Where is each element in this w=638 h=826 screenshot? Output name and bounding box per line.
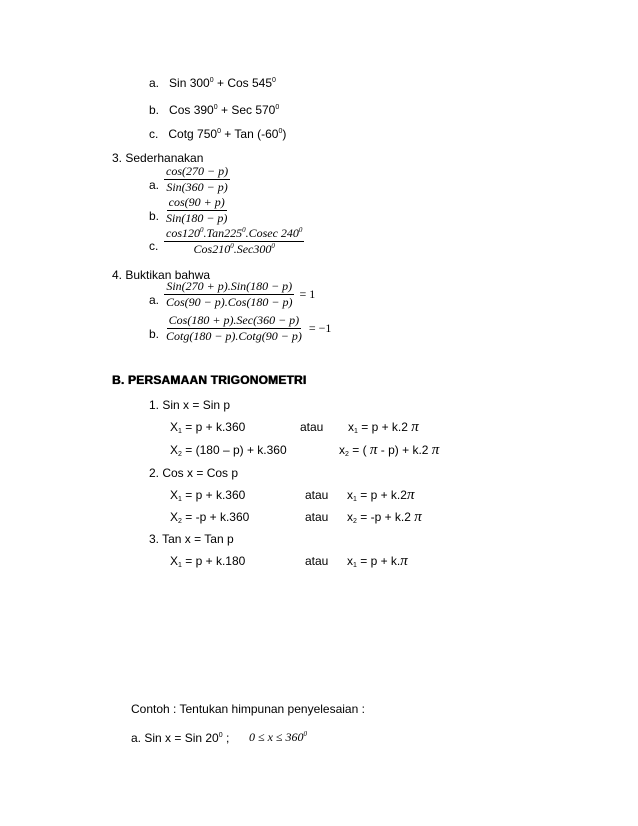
expr: = p + k.180 [181,554,246,568]
eq2-x1-or: atau [305,488,329,502]
section-b-heading: B. PERSAMAAN TRIGONOMETRI [112,373,307,387]
example-a-text: a. Sin x = Sin 20 [131,731,219,745]
fraction-numerator: cos(90 + p) [168,195,225,209]
exercise-item-b [149,103,279,117]
var: x [347,554,353,568]
var: X [170,488,179,502]
fraction-numerator: Cos(180 + p).Sec(360 − p) [168,313,300,327]
exercise-item-c [149,127,286,141]
item-text: Cotg 750 [168,127,218,141]
num-part: .Tan225 [203,226,243,240]
expr: = -p + k.2 [356,510,415,524]
q4-label-b: b. [149,327,160,341]
pi-symbol: π [369,442,378,458]
subscript: 2 [345,451,349,458]
degree-sup: 0 [213,104,218,111]
eq2-x1-left [170,488,245,502]
pi-symbol: π [406,487,415,503]
degree-sup: 0 [298,226,303,234]
eq2-x1-right [347,488,414,502]
eq2-x2-left [170,510,249,524]
q4-fraction-b [164,314,331,343]
expr: = ( [348,443,370,457]
q3-fraction-b [164,196,229,225]
q3-label-b: b. [149,209,160,223]
question-3-title: 3. Sederhanakan [112,151,204,165]
pi-symbol: π [414,509,422,525]
subscript: 1 [353,496,357,503]
q3-fraction-c [164,227,304,256]
example-range [249,730,307,745]
range-text: 0 ≤ x ≤ 360 [249,730,304,744]
eq3-x1-left [170,554,245,568]
eq1-x2-left [170,443,287,457]
subscript: 1 [353,562,357,569]
pi-symbol: π [431,442,440,458]
item-label: b. [149,103,160,117]
degree-sup: 0 [209,77,214,84]
expr: = p + k.360 [181,488,246,502]
degree-sup: 0 [272,77,276,84]
q3-label-a: a. [149,178,160,192]
item-label: c. [149,127,159,141]
degree-sup: 0 [217,128,221,135]
item-label: a. [149,76,160,90]
expr: - p) + k.2 [377,443,432,457]
den-part: Cos210 [193,242,231,256]
question-4-title: 4. Buktikan bahwa [112,268,211,282]
expr: = p + k.2 [357,420,412,434]
pi-symbol: π [400,553,408,569]
subscript: 1 [178,496,182,503]
subscript: 1 [178,562,182,569]
eq2-title: 2. Cos x = Cos p [149,466,239,480]
eq1-x1-right [348,420,419,434]
degree-sup: 0 [230,242,234,250]
fraction-numerator [164,227,304,242]
var: x [347,488,353,502]
fraction-numerator: cos(270 − p) [166,164,229,178]
subscript: 1 [354,428,358,435]
den-part: .Sec300 [233,242,272,256]
item-text: + Cos 545 [213,76,273,90]
item-text: + Sec 570 [217,103,276,117]
fraction-numerator: Sin(270 + p).Sin(180 − p) [166,279,293,293]
var: x [339,443,345,457]
subscript: 2 [178,518,182,525]
degree-sup: 0 [242,226,246,234]
item-text: + Tan (-60 [220,127,279,141]
eq1-title: 1. Sin x = Sin p [149,398,231,412]
eq2-x2-right [347,510,422,524]
subscript: 2 [178,451,182,458]
var: x [347,510,353,524]
var: X [170,510,179,524]
subscript: 2 [353,518,357,525]
exercise-item-a [149,76,276,90]
pi-symbol: π [411,419,419,435]
example-a [131,731,229,745]
var: x [348,420,354,434]
degree-sup: 0 [275,104,280,111]
fraction-denominator: Sin(360 − p) [166,180,228,194]
degree-sup: 0 [218,732,223,739]
example-title: Contoh : Tentukan himpunan penyelesaian : [131,702,365,716]
q4-label-a: a. [149,293,160,307]
var: X [170,554,179,568]
q3-fraction-a [164,165,230,194]
q4-fraction-a [164,280,315,309]
eq1-x1-or: atau [300,420,324,434]
eq3-x1-or: atau [305,554,329,568]
degree-sup: 0 [200,226,204,234]
eq1-x2-right [339,443,439,457]
var: X [170,443,179,457]
eq1-x1-left [170,420,245,434]
expr: = p + k. [356,554,401,568]
num-part: cos120 [166,226,200,240]
fraction-rhs: = −1 [308,321,332,335]
fraction-denominator [192,242,277,256]
separator: ; [222,731,230,745]
expr: = p + k.360 [181,420,246,434]
fraction-denominator: Sin(180 − p) [166,211,228,225]
expr: = -p + k.360 [181,510,250,524]
eq3-title: 3. Tan x = Tan p [149,532,234,546]
eq3-x1-right [347,554,408,568]
expr: = p + k.2 [356,488,407,502]
degree-sup: 0 [303,730,307,738]
eq2-x2-or: atau [305,510,329,524]
var: X [170,420,179,434]
expr: = (180 – p) + k.360 [181,443,287,457]
q3-label-c: c. [149,239,159,253]
fraction-denominator: Cos(90 − p).Cos(180 − p) [166,295,293,309]
degree-sup: 0 [278,128,283,135]
degree-sup: 0 [271,242,275,250]
fraction-denominator: Cotg(180 − p).Cotg(90 − p) [166,329,302,343]
subscript: 1 [178,428,182,435]
item-text: Cos 390 [169,103,214,117]
num-part: .Cosec 240 [245,226,299,240]
item-text: Sin 300 [169,76,210,90]
item-text: ) [282,127,287,141]
fraction-rhs: = 1 [299,287,316,301]
